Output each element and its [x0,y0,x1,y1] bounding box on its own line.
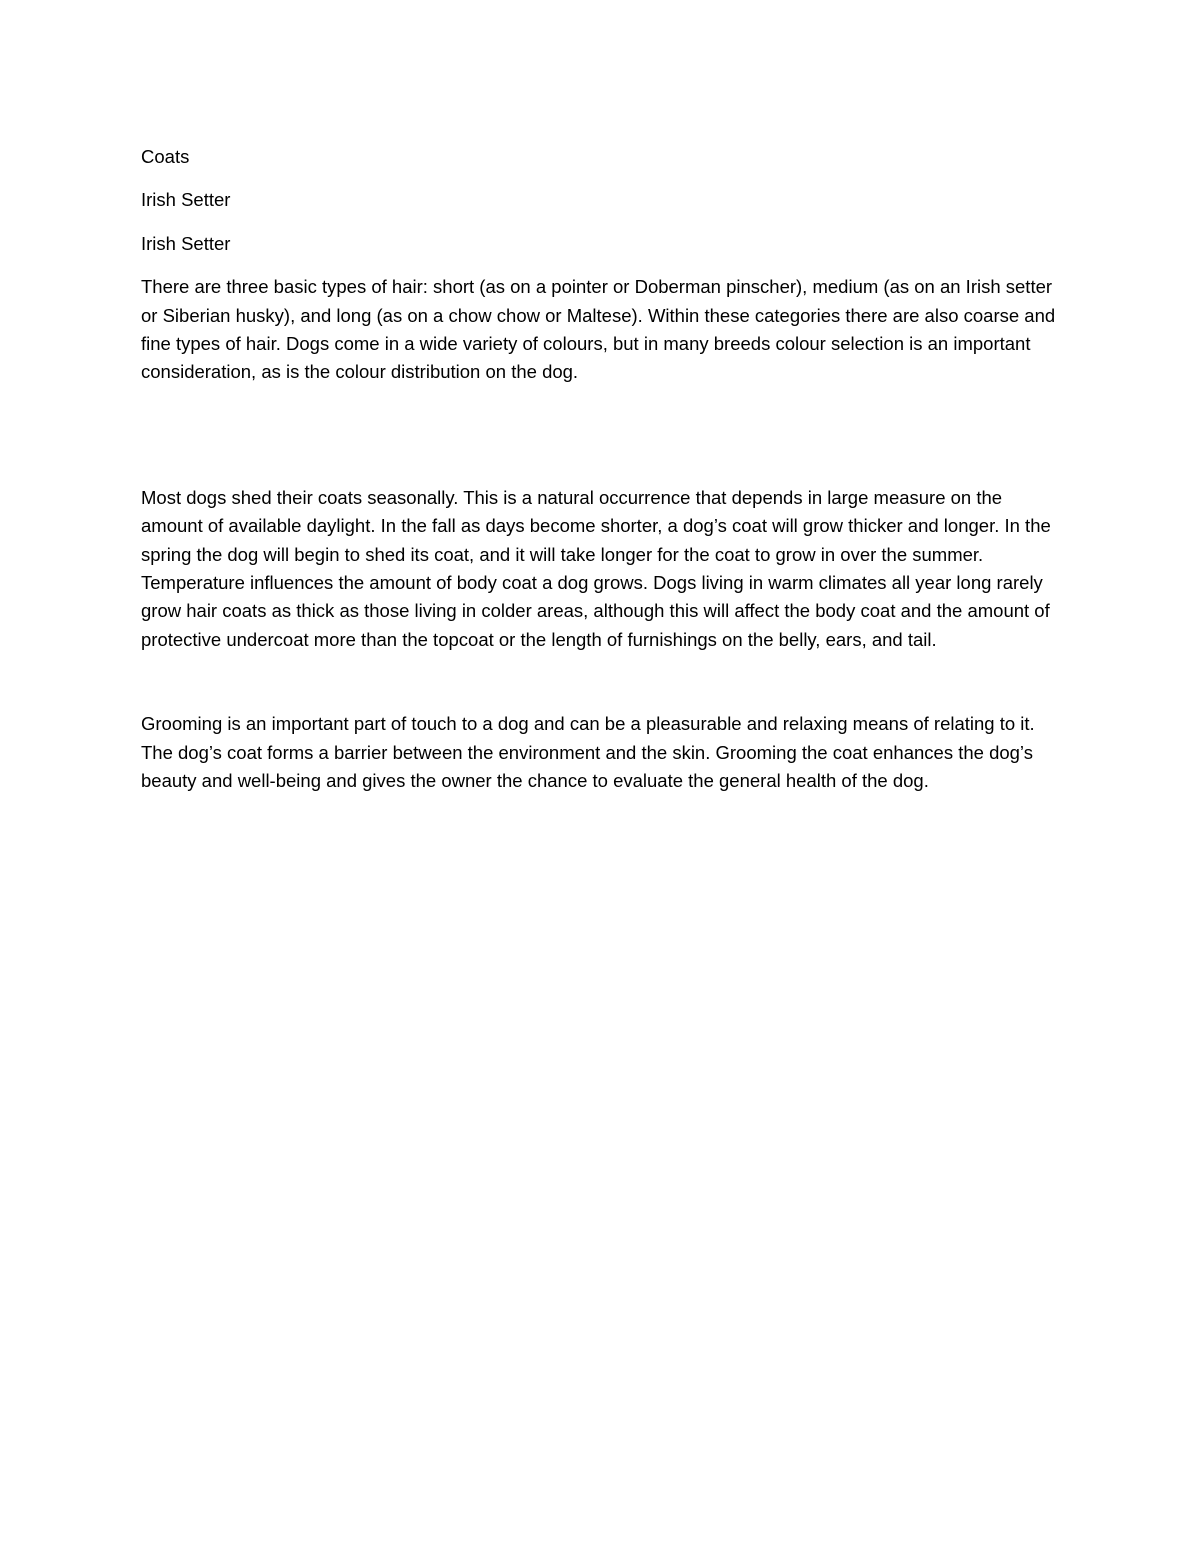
document-subheading: Irish Setter [141,232,231,254]
paragraph-grooming: Grooming is an important part of touch to a dog and can be a pleasurable and relaxing means of relating to it. The dog’s coat forms a barrier between the environment and the skin. Grooming the coat enhances the dog’s beauty and well-being and gives the owner the chance to evaluate the general health of the dog. [141,713,1035,792]
document-subheading: Irish Setter [141,189,231,211]
document-body [141,143,1059,796]
paragraph-hair-types: There are three basic types of hair: short (as on a pointer or Doberman pinscher), medium (as on an Irish setter or Siberian husky), and long (as on a chow chow or Maltese). Within these categories there are also coarse and fine types of hair. Dogs come in a wide variety of colours, but in many breeds colour selection is an important consideration, as is the colour distribution on the dog. [141,276,1056,383]
document-heading: Coats [141,146,190,167]
paragraph-shedding: Most dogs shed their coats seasonally. This is a natural occurrence that depends in large measure on the amount of available daylight. In the fall as days become shorter, a dog’s coat will grow thicker and longer. In the spring the dog will begin to shed its coat, and it will take longer for the coat to grow in over the summer. Temperature influences the amount of body coat a dog grows. Dogs living in warm climates all year long rarely grow hair coats as thick as those living in colder areas, although this will affect the body coat and the amount of protective undercoat more than the topcoat or the length of furnishings on the belly, ears, and tail. [141,486,1051,650]
